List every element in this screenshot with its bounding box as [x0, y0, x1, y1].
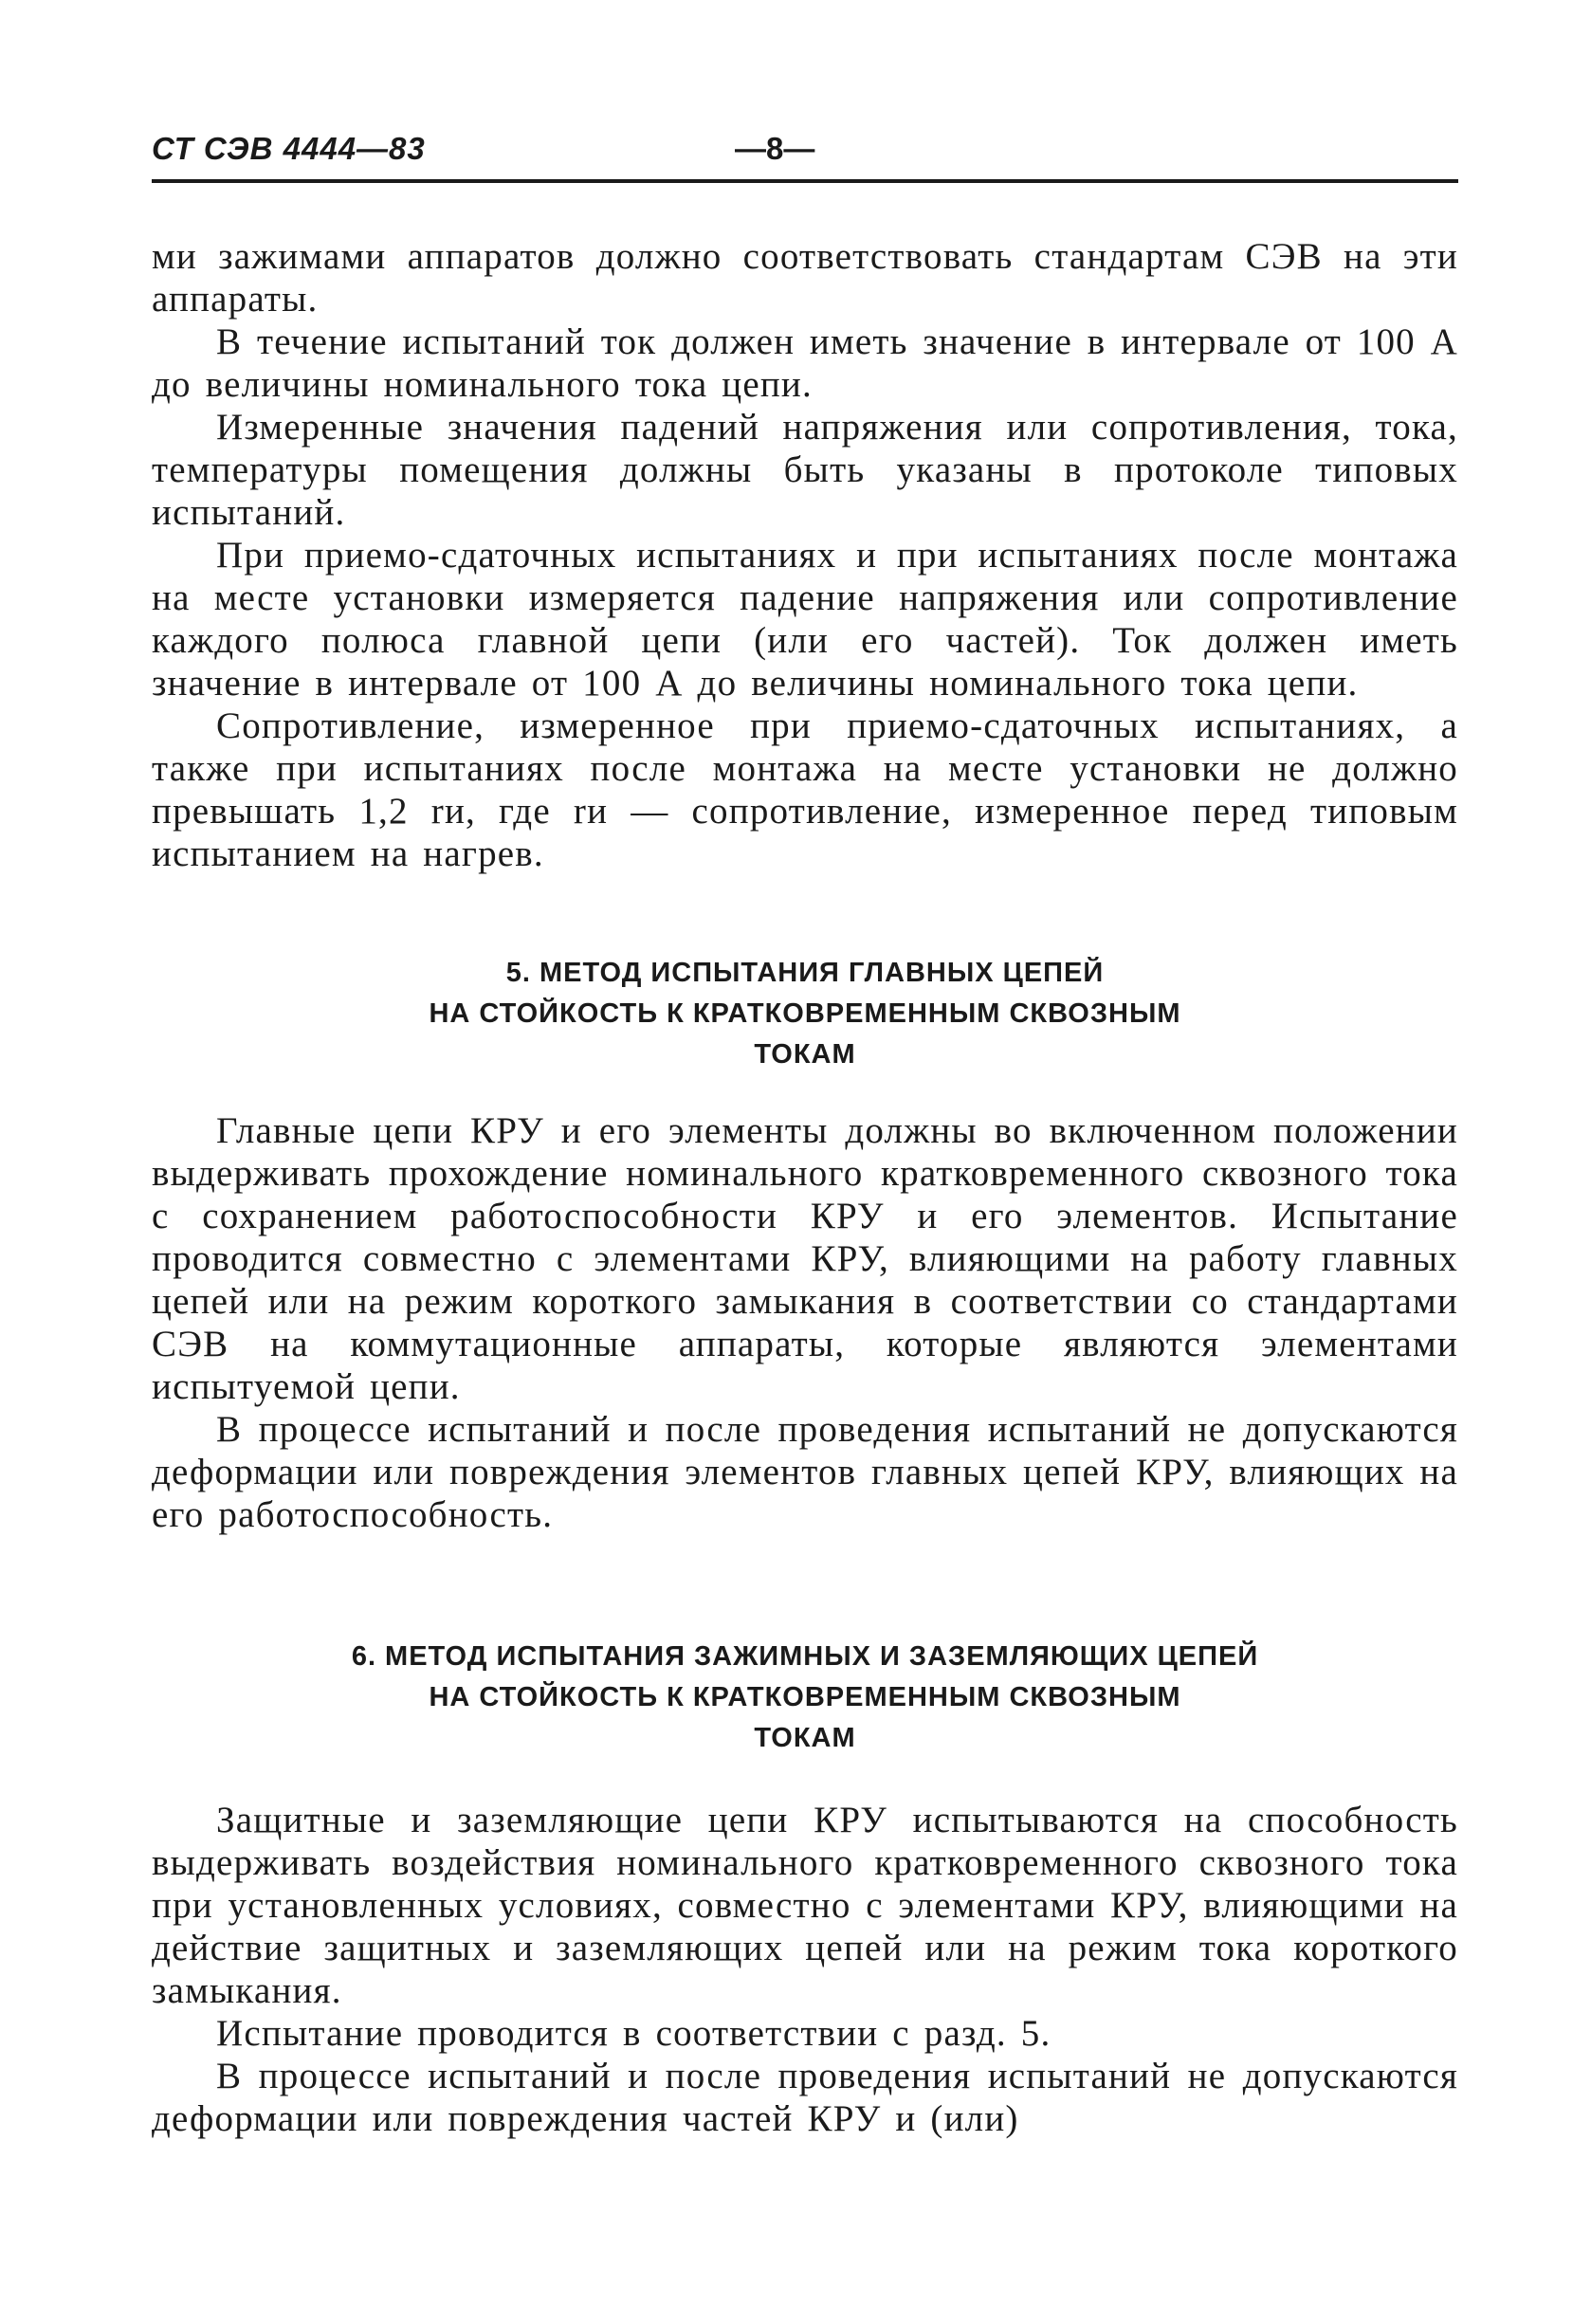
- paragraph: Сопротивление, измеренное при приемо-сдаточных испытаниях, а также при испытаниях после монтажа на месте установки не должно превышать 1,2 rи, где rи — сопротивление, измеренное перед типовым испытанием на нагрев.: [152, 705, 1458, 874]
- standard-code: СТ СЭВ 4444—83: [152, 131, 426, 166]
- section-5-heading: [152, 953, 1458, 1075]
- page-header: [152, 131, 1458, 178]
- paragraph: В процессе испытаний и после проведения испытаний не допускаются деформации или повреждения частей КРУ и (или): [152, 2056, 1458, 2139]
- section-6-heading: [152, 1637, 1458, 1759]
- section-5-heading-line: НА СТОЙКОСТЬ К КРАТКОВРЕМЕННЫМ СКВОЗНЫМ: [429, 998, 1181, 1029]
- section-5-heading-line: ТОКАМ: [754, 1039, 856, 1070]
- paragraph: Измеренные значения падений напряжения или сопротивления, тока, температуры помещения должны быть указаны в протоколе типовых испытаний.: [152, 407, 1458, 533]
- header-divider: [152, 179, 1458, 183]
- paragraph: ми зажимами аппаратов должно соответствовать стандартам СЭВ на эти аппараты.: [152, 236, 1458, 320]
- paragraph: В течение испытаний ток должен иметь значение в интервале от 100 А до величины номинального тока цепи.: [152, 321, 1458, 405]
- paragraph: Испытание проводится в соответствии с разд. 5.: [216, 2013, 1052, 2054]
- page-number: —8—: [735, 131, 815, 166]
- section-6-heading-line: НА СТОЙКОСТЬ К КРАТКОВРЕМЕННЫМ СКВОЗНЫМ: [429, 1682, 1181, 1712]
- section-5-body: [152, 1109, 1458, 1536]
- paragraph: Защитные и заземляющие цепи КРУ испытываются на способность выдерживать воздействия номинального кратковременного сквозного тока при установленных условиях, совместно с элементами КРУ, влияющими на действие защитных и заземляющих цепей или на режим тока короткого замыкания.: [152, 1800, 1458, 2011]
- section-6-heading-line: 6. МЕТОД ИСПЫТАНИЯ ЗАЖИМНЫХ И ЗАЗЕМЛЯЮЩИХ ЦЕПЕЙ: [351, 1641, 1259, 1672]
- continuation-block: [152, 235, 1458, 875]
- paragraph: Главные цепи КРУ и его элементы должны во включенном положении выдерживать прохождение номинального кратковременного сквозного тока с сохранением работоспособности КРУ и его элементов. Испытание проводится совместно с элементами КРУ, влияющими на работу главных цепей или на режим короткого замыкания в соответствии со стандартами СЭВ на коммутационные аппараты, которые являются элементами испытуемой цепи.: [152, 1110, 1458, 1407]
- section-6-body: [152, 1799, 1458, 2140]
- paragraph: В процессе испытаний и после проведения испытаний не допускаются деформации или повреждения элементов главных цепей КРУ, влияющих на его работоспособность.: [152, 1409, 1458, 1535]
- paragraph: При приемо-сдаточных испытаниях и при испытаниях после монтажа на месте установки измеряется падение напряжения или сопротивление каждого полюса главной цепи (или его частей). Ток должен иметь значение в интервале от 100 А до величины номинального тока цепи.: [152, 535, 1458, 704]
- section-6-heading-line: ТОКАМ: [754, 1723, 856, 1753]
- section-5-heading-line: 5. МЕТОД ИСПЫТАНИЯ ГЛАВНЫХ ЦЕПЕЙ: [505, 958, 1105, 988]
